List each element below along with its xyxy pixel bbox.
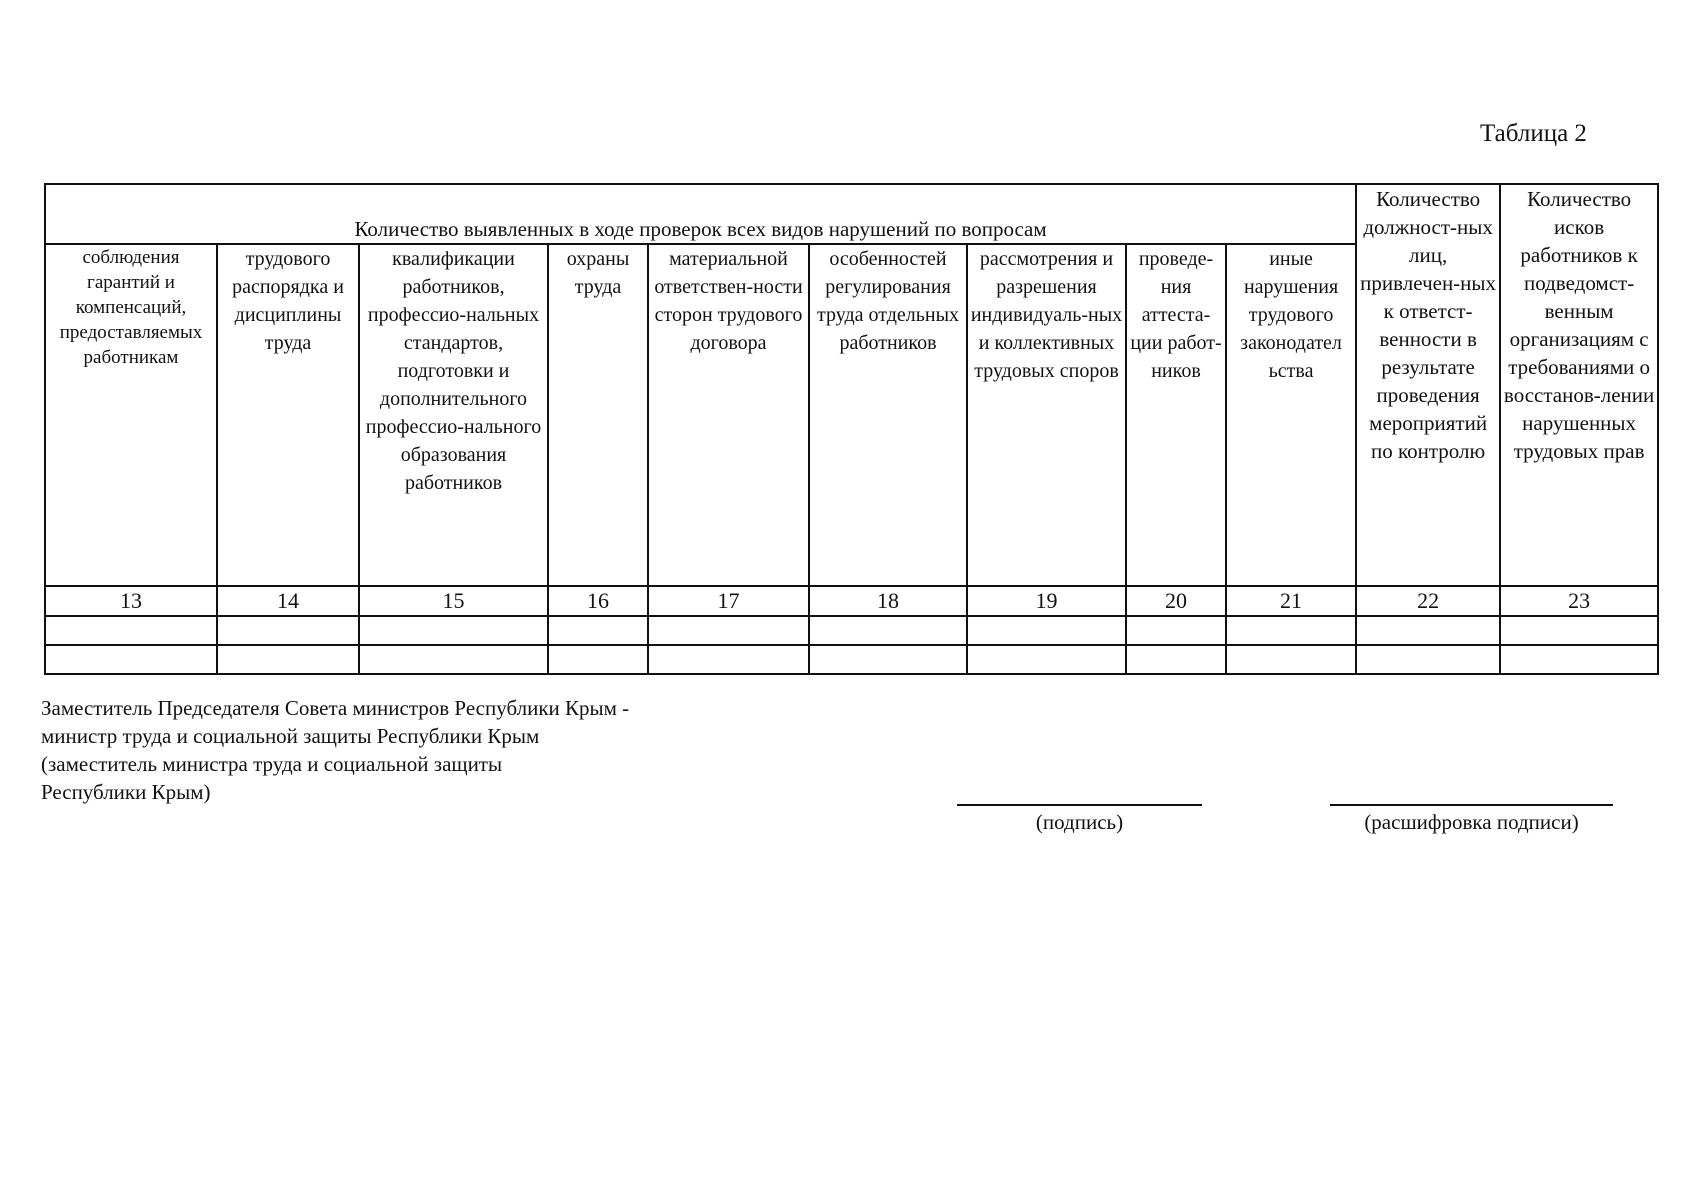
table-caption: Таблица 2 xyxy=(1480,120,1587,147)
signatory-line: Заместитель Председателя Совета министров Республики Крым - xyxy=(41,696,630,720)
column-header-qualification: квалификации работников, профессио-нальных стандартов, подготовки и дополнительного профессио-нального образования работников xyxy=(359,244,548,586)
table-cell[interactable] xyxy=(359,645,548,674)
signatory-line: (заместитель министра труда и социальной защиты xyxy=(41,752,503,776)
column-number: 21 xyxy=(1226,586,1356,616)
column-header-regulation: особенностей регулирования труда отдельных работников xyxy=(809,244,967,586)
column-header-disputes: рассмотрения и разрешения индивидуаль-ных и коллективных трудовых споров xyxy=(967,244,1126,586)
column-number: 19 xyxy=(967,586,1126,616)
column-number-row xyxy=(45,586,1658,616)
column-number: 16 xyxy=(548,586,648,616)
column-number: 17 xyxy=(648,586,809,616)
table-row xyxy=(45,616,1658,645)
signature-decode-label: (расшифровка подписи) xyxy=(1364,810,1579,834)
column-number: 14 xyxy=(217,586,359,616)
column-number: 13 xyxy=(45,586,217,616)
table-cell[interactable] xyxy=(217,616,359,645)
signatory-line: министр труда и социальной защиты Республики Крым xyxy=(41,724,540,748)
table-cell[interactable] xyxy=(45,616,217,645)
table-cell[interactable] xyxy=(1226,616,1356,645)
table-cell[interactable] xyxy=(1126,616,1226,645)
violations-group-header: Количество выявленных в ходе проверок всех видов нарушений по вопросам xyxy=(45,184,1356,244)
column-header-attestation: проведе-ния аттеста-ции работ-ников xyxy=(1126,244,1226,586)
column-header-guarantees: соблюдения гарантий и компенсаций, предоставляемых работникам xyxy=(45,244,217,586)
signatory-position xyxy=(41,694,629,806)
table-cell[interactable] xyxy=(1126,645,1226,674)
column-number: 18 xyxy=(809,586,967,616)
column-header-liability: материальной ответствен-ности сторон трудового договора xyxy=(648,244,809,586)
table-cell[interactable] xyxy=(967,645,1126,674)
column-header-labor-safety: охраны труда xyxy=(548,244,648,586)
table-cell[interactable] xyxy=(809,645,967,674)
table-cell[interactable] xyxy=(809,616,967,645)
table-cell[interactable] xyxy=(1356,645,1500,674)
column-number: 20 xyxy=(1126,586,1226,616)
column-header-lawsuits: Количество исков работников к подведомст-венным организациям с требованиями о восстанов-лении нарушенных трудовых прав xyxy=(1500,184,1658,586)
table-cell[interactable] xyxy=(967,616,1126,645)
table-row xyxy=(45,645,1658,674)
table-cell[interactable] xyxy=(1226,645,1356,674)
table-cell[interactable] xyxy=(1356,616,1500,645)
signature-label: (подпись) xyxy=(1035,810,1124,834)
column-number: 15 xyxy=(359,586,548,616)
column-header-officials: Количество должност-ных лиц, привлечен-ных к ответст-венности в результате проведения мероприятий по контролю xyxy=(1356,184,1500,586)
table-cell[interactable] xyxy=(359,616,548,645)
signature-decode-line xyxy=(1330,804,1613,806)
table-cell[interactable] xyxy=(548,645,648,674)
table-cell[interactable] xyxy=(217,645,359,674)
table-cell[interactable] xyxy=(45,645,217,674)
signatory-line: Республики Крым) xyxy=(41,780,211,804)
table-cell[interactable] xyxy=(1500,616,1658,645)
table-cell[interactable] xyxy=(1500,645,1658,674)
column-header-other: иные нарушения трудового законодател ьства xyxy=(1226,244,1356,586)
column-number: 22 xyxy=(1356,586,1500,616)
signature-line xyxy=(957,804,1202,806)
report-table xyxy=(44,183,1659,675)
table-cell[interactable] xyxy=(648,645,809,674)
column-header-discipline: трудового распорядка и дисциплины труда xyxy=(217,244,359,586)
column-number: 23 xyxy=(1500,586,1658,616)
table-cell[interactable] xyxy=(548,616,648,645)
table-cell[interactable] xyxy=(648,616,809,645)
